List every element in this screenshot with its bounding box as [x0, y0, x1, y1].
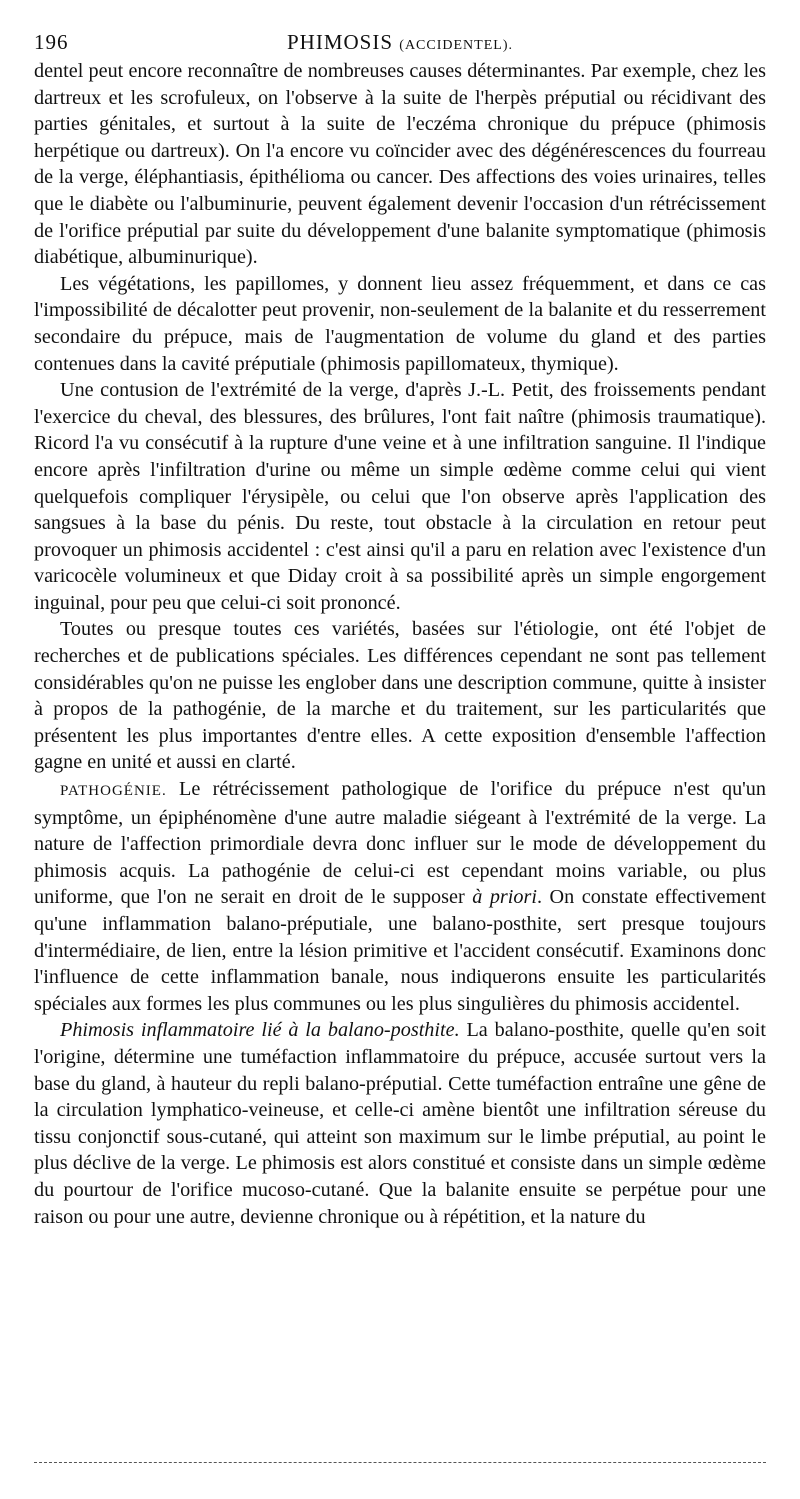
pathogenie-italic: à priori — [472, 886, 537, 909]
running-title-main: PHIMOSIS — [287, 30, 394, 54]
page-header — [34, 24, 766, 58]
inflammatoire-text: La balano-posthite, quelle qu'en soit l'origine, détermine une tuméfaction inflammatoire du prépuce, accusée surtout vers la base du gland, à hauteur du repli balano-préputial. Cette tuméfaction entraîne une gêne de la circulation lymphatico-veineuse, et celle-ci amène bientôt une infiltration séreuse du tissu conjonctif sous-cutané, qui atteint son maximum sur le limbe préputial, au point le plus déclive de la verge. Le phimosis est alors constitué et consiste dans un simple œdème du pourtour de l'orifice mucoso-cutané. Que la balanite ensuite se perpétue pour une raison ou pour une autre, devienne chronique ou à répétition, et la nature du — [34, 1019, 766, 1228]
paragraph-vegetations: Les végétations, les papillomes, y donnent lieu assez fréquemment, et dans ce cas l'impossibilité de décalotter peut provenir, non-seulement de la balanite et du resserrement secondaire du prépuce, mais de l'augmentation de volume du gland et des parties contenues dans la cavité préputiale (phimosis papillomateux, thymique). — [34, 272, 766, 375]
paragraph-varietes: Toutes ou presque toutes ces variétés, basées sur l'étiologie, ont été l'objet de recherches et de publications spéciales. Les différences cependant ne sont pas tellement considérables qu'on ne puisse les englober dans une description commune, quitte à insister à propos de la pathogénie, de la marche et du traitement, sur les particularités que présentent les plus importantes d'entre elles. A cette exposition d'ensemble l'affection gagne en unité et aussi en clarté. — [34, 618, 766, 774]
running-title — [34, 30, 766, 55]
pathogenie-text-b: . On constate effectivement qu'une inflammation balano-préputiale, une balano-posthite, sert presque toujours d'intermédiaire, de lien, entre la lésion primitive et l'accident consécutif. Examinons donc l'influence de cette inflammation banale, nous indiquerons ensuite les particularités spéciales aux formes les plus communes ou les plus singulières du phimosis accidentel. — [34, 886, 766, 1015]
page — [34, 24, 766, 1230]
subsection-title-inflammatoire: Phimosis inflammatoire lié à la balano-posthite. — [60, 1019, 460, 1042]
footer-divider — [34, 1462, 766, 1463]
paragraph-phimosis-inflammatoire — [34, 1017, 766, 1230]
body-text — [34, 58, 766, 1230]
page-number: 196 — [34, 30, 69, 54]
pathogenie-text-a: Le rétrécissement pathologique de l'orifice du prépuce n'est qu'un symptôme, un épiphénomène d'une autre maladie siégeant à l'extrémité de la verge. La nature de l'affection primordiale devra donc influer sur le mode de développement du phimosis acquis. La pathogénie de celui-ci est cependant moins variable, ou plus uniforme, que l'on ne serait en droit de le supposer — [34, 778, 766, 909]
paragraph-traumatique: Une contusion de l'extrémité de la verge, d'après J.-L. Petit, des froissements pendant l'exercice du cheval, des blessures, des brûlures, l'ont fait naître (phimosis traumatique). Ricord l'a vu consécutif à la rupture d'une veine et à une infiltration sanguine. Il l'indique encore après l'infiltration d'urine ou même un simple œdème comme celui qui vient quelquefois compliquer l'érysipèle, ou celui que l'on observe après l'application des sangsues à la base du pénis. Du reste, tout obstacle à la circulation en retour peut provoquer un phimosis accidentel : c'est ainsi qu'il a paru en relation avec l'existence d'un varicocèle volumineux et que Diday croit à sa possibilité après un simple engorgement inguinal, pour peu que celui-ci soit prononcé. — [34, 379, 766, 614]
paragraph-pathogenie — [34, 776, 766, 1017]
paragraph-continuation: dentel peut encore reconnaître de nombreuses causes déterminantes. Par exemple, chez les dartreux et les scrofuleux, on l'observe à la suite de l'herpès préputial ou récidivant des parties génitales, et surtout à la suite de l'eczéma chronique du prépuce (phimosis herpétique ou dartreux). On l'a encore vu coïncider avec des dégénérescences du fourreau de la verge, éléphantiasis, épithélioma ou cancer. Des affections des voies urinaires, telles que le diabète ou l'albuminurie, peuvent également devenir l'occasion d'un rétrécissement de l'orifice préputial par suite du développement d'une balanite symptomatique (phimosis diabétique, albuminurique). — [34, 60, 766, 269]
section-label-pathogenie: PATHOGÉNIE. — [60, 783, 167, 800]
running-title-subtitle: (ACCIDENTEL). — [399, 38, 513, 53]
